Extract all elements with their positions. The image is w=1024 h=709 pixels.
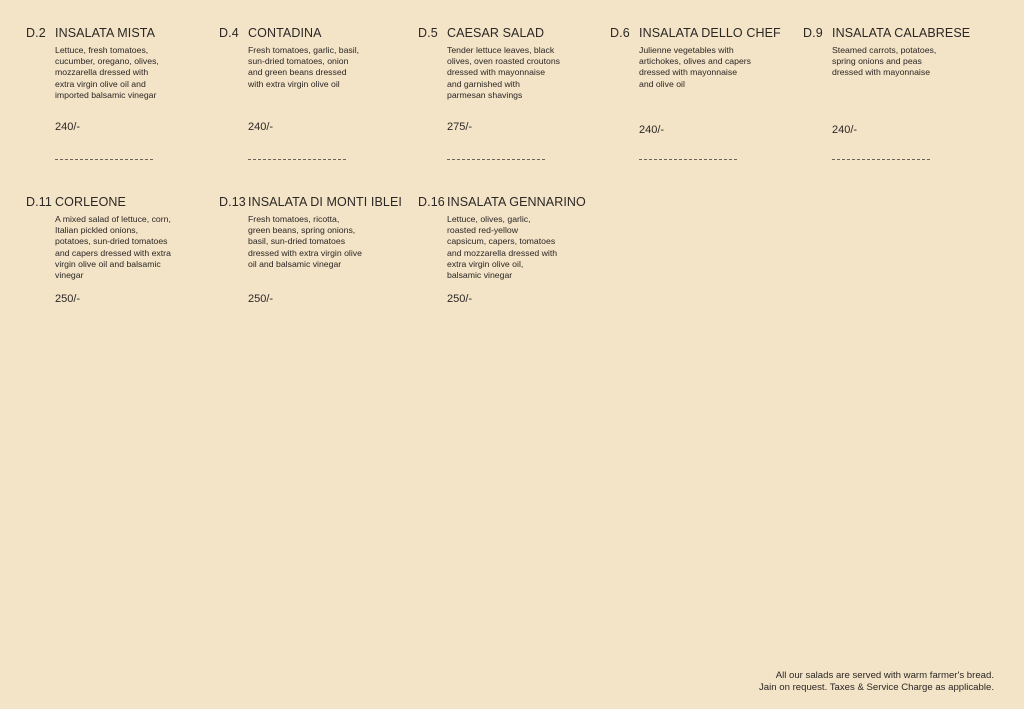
description-line: cucumber, oregano, olives, — [55, 56, 159, 67]
item-price: 240/- — [832, 124, 858, 136]
dashed-divider — [639, 159, 737, 160]
item-price: 250/- — [248, 293, 274, 305]
description-line: Steamed carrots, potatoes, — [832, 45, 937, 55]
description-line: and capers dressed with extra — [55, 247, 171, 258]
item-price: 240/- — [639, 124, 665, 136]
description-line: Julienne vegetables with — [639, 45, 734, 55]
description-line: virgin olive oil and balsamic — [55, 258, 161, 269]
dashed-divider — [832, 159, 930, 160]
item-name: INSALATA DELLO CHEF — [639, 26, 781, 40]
dashed-divider — [248, 159, 346, 160]
item-price: 250/- — [447, 293, 473, 305]
description-line: green beans, spring onions, — [248, 225, 356, 236]
item-price: 250/- — [55, 293, 81, 305]
description-line: Lettuce, olives, garlic, — [447, 214, 531, 224]
description-line: extra virgin olive oil and — [55, 78, 146, 89]
item-description — [248, 214, 398, 270]
description-line: parmesan shavings — [447, 89, 523, 100]
item-code: D.9 — [803, 26, 823, 40]
description-line: potatoes, sun-dried tomatoes — [55, 236, 168, 247]
footer-line-taxes: Jain on request. Taxes & Service Charge as applicable. — [758, 682, 994, 694]
item-description — [55, 45, 205, 101]
description-line: with extra virgin olive oil — [248, 78, 340, 89]
dashed-divider — [447, 159, 545, 160]
description-line: dressed with mayonnaise — [447, 67, 546, 78]
description-line: balsamic vinegar — [447, 270, 513, 281]
item-description — [248, 45, 398, 90]
description-line: vinegar — [55, 270, 84, 281]
item-price: 240/- — [55, 121, 81, 133]
description-line: and olive oil — [639, 78, 685, 89]
description-line: artichokes, olives and capers — [639, 56, 752, 67]
item-code: D.6 — [610, 26, 630, 40]
item-code: D.5 — [418, 26, 438, 40]
description-line: and mozzarella dressed with — [447, 247, 558, 258]
description-line: spring onions and peas — [832, 56, 922, 67]
item-name: CONTADINA — [248, 26, 322, 40]
description-line: oil and balsamic vinegar — [248, 258, 342, 269]
dashed-divider — [55, 159, 153, 160]
description-line: imported balsamic vinegar — [55, 89, 157, 100]
item-name: INSALATA DI MONTI IBLEI — [248, 195, 402, 209]
description-line: dressed with mayonnaise — [832, 67, 931, 78]
item-description — [447, 45, 597, 101]
description-line: Fresh tomatoes, garlic, basil, — [248, 45, 360, 55]
item-code: D.4 — [219, 26, 239, 40]
description-line: sun-dried tomatoes, onion — [248, 56, 349, 67]
description-line: Fresh tomatoes, ricotta, — [248, 214, 340, 224]
description-line: extra virgin olive oil, — [447, 258, 524, 269]
description-line: roasted red-yellow — [447, 225, 518, 236]
item-description — [55, 214, 205, 281]
item-name: INSALATA GENNARINO — [447, 195, 586, 209]
description-line: capsicum, capers, tomatoes — [447, 236, 556, 247]
item-description — [639, 45, 789, 90]
item-price: 240/- — [248, 121, 274, 133]
description-line: Lettuce, fresh tomatoes, — [55, 45, 149, 55]
description-line: and green beans dressed — [248, 67, 347, 78]
description-line: dressed with mayonnaise — [639, 67, 738, 78]
item-code: D.13 — [219, 195, 246, 209]
description-line: Tender lettuce leaves, black — [447, 45, 555, 55]
description-line: dressed with extra virgin olive — [248, 247, 362, 258]
description-line: basil, sun-dried tomatoes — [248, 236, 346, 247]
description-line: Italian pickled onions, — [55, 225, 139, 236]
description-line: and garnished with — [447, 78, 520, 89]
item-name: INSALATA CALABRESE — [832, 26, 971, 40]
item-name: CAESAR SALAD — [447, 26, 545, 40]
item-price: 275/- — [447, 121, 473, 133]
description-line: A mixed salad of lettuce, corn, — [55, 214, 171, 224]
description-line: mozzarella dressed with — [55, 67, 149, 78]
item-code: D.16 — [418, 195, 445, 209]
menu-footer-note — [759, 670, 994, 695]
item-code: D.11 — [26, 195, 52, 209]
item-name: CORLEONE — [55, 195, 126, 209]
item-code: D.2 — [26, 26, 46, 40]
item-name: INSALATA MISTA — [55, 26, 156, 40]
description-line: olives, oven roasted croutons — [447, 56, 561, 67]
footer-line-bread: All our salads are served with warm farmer's bread. — [775, 670, 994, 681]
item-description — [832, 45, 982, 79]
item-description — [447, 214, 597, 281]
